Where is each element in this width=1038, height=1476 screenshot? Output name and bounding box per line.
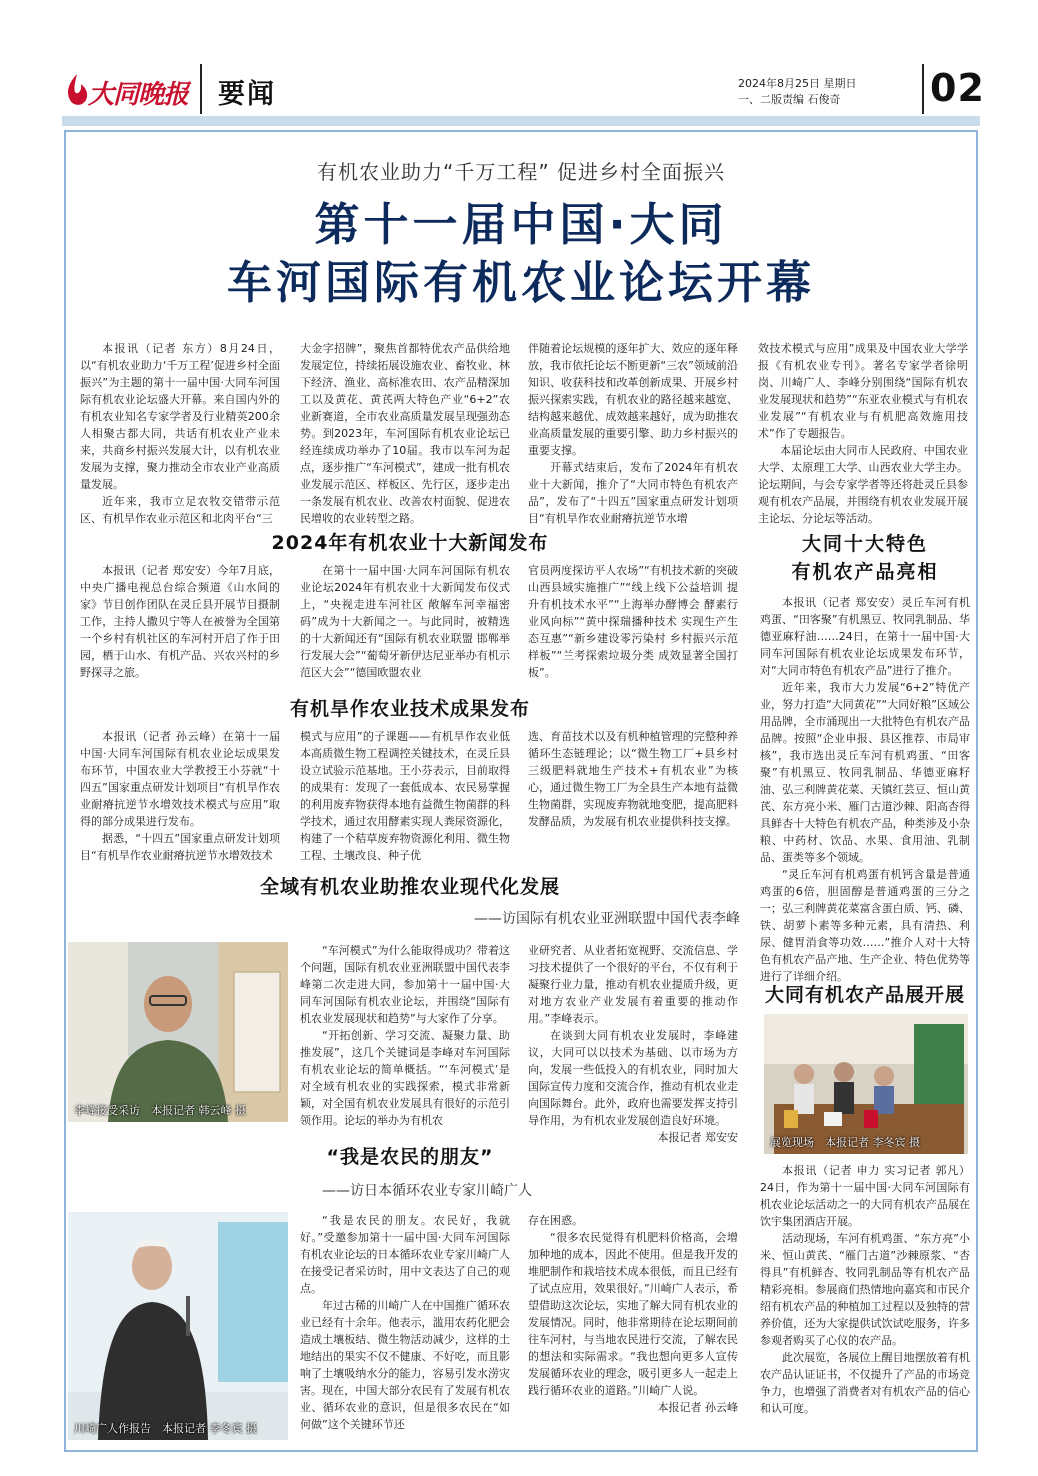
dryland-column-2 [300, 728, 510, 862]
speaker-photo-illustration [68, 1212, 288, 1440]
news10-column-2 [300, 562, 510, 686]
paragraph: 本届论坛由大同市人民政府、中国农业大学、太原理工大学、山西农业大学主办。论坛期间，与会专家学者等还将赴灵丘县参观有机农产品展，并围绕有机农业发展开展主论坛、分论坛等活动。 [758, 444, 968, 525]
interview1-column-2 [528, 942, 738, 1144]
interview2-subtitle: ——访日本循环农业专家川崎广人 [322, 1183, 532, 1199]
paragraph: “灵丘车河有机鸡蛋有机钙含量是普通鸡蛋的6倍，胆固醇是普通鸡蛋的三分之一；弘三利牌黄花菜富含蛋白质、钙、磷、铁、胡萝卜素等多种元素，具有清热、利尿、健胃消食等功效……”推介人对十大特色有机农产品产地、生产企业、特色优势等进行了详细介绍。 [760, 868, 970, 983]
signoff: 本报记者 孙云峰 [657, 1401, 738, 1414]
paragraph: 开幕式结束后，发布了2024年有机农业十大新闻，推介了“大同市特色有机农产品”，发布了“十四五”国家重点研发计划项目“有机旱作农业耐瘠抗逆节水增 [528, 461, 738, 525]
paragraph: 在谈到大同有机农业发展时，李峰建议，大同可以以技术为基础、以市场为方向，发展一些低投入的有机农业，同时加大国际宣传力度和交流合作，推动有机农业走向国际舞台。此外，政府也需要发挥支持引导作用，为有机农业发展创造良好环境。 [528, 1029, 738, 1127]
page-editors: 一、二版责编 石俊奇 [738, 93, 841, 106]
lead-headline [64, 196, 978, 312]
news10-column-3 [528, 562, 738, 686]
news10-column-1 [80, 562, 280, 686]
photo-caption: 李峰接受采访 本报记者 韩云峰 摄 [74, 1104, 246, 1117]
paragraph: 此次展览，各展位上醒目地摆放着有机农产品认证证书，不仅提升了产品的市场竞争力，也增强了消费者对有机农产品的信心和认可度。 [760, 1351, 970, 1415]
signoff: 本报记者 郑安安 [657, 1131, 738, 1144]
newspaper-logo [62, 68, 194, 114]
interview1-subtitle: ——访国际有机农业亚洲联盟中国代表李峰 [474, 911, 740, 927]
issue-date: 2024年8月25日 星期日 [738, 77, 857, 90]
expo-title: 大同有机农产品展开展 [764, 984, 965, 1006]
lead-headline-line2: 车河国际有机农业论坛开幕 [226, 256, 815, 309]
dryland-column-3 [528, 728, 738, 850]
paragraph: 伴随着论坛规模的逐年扩大、效应的逐年释放，我市依托论坛不断更新“三农”领域前沿知识、收获科技和改革创新成果、开展乡村振兴探索实践，有机农业的路径越来越宽、结构越来越优、成效越来越好，成为助推农业高质量发展的重要引擎、助力乡村振兴的重要支撑。 [528, 342, 738, 457]
lead-column-4 [758, 340, 968, 525]
expo-photo [764, 1014, 968, 1154]
interview2-column-2 [528, 1212, 738, 1440]
interview1-title: 全域有机农业助推农业现代化发展 [259, 876, 560, 898]
paragraph: 近年来，我市立足农牧交错带示范区、有机旱作农业示范区和北肉平台“三 [80, 495, 280, 525]
dateline [738, 76, 857, 108]
paragraph: 年过古稀的川崎广人在中国推广循环农业已经有十余年。他表示，滥用农药化肥会造成土壤板结、微生物活动减少，这样的土地结出的果实不仅不健康、不好吃，而且影响了土壤吸纳水分的能力，容易引发水涝灾害。现在，中国大部分农民有了发展有机农业、循环农业的意识，但是很多农民在“如何做”这个关键环节还 [300, 1299, 510, 1431]
logo-text: 大同晚报 [88, 80, 189, 110]
news10-title: 2024年有机农业十大新闻发布 [271, 532, 549, 554]
lead-kicker: 有机农业助力“千万工程” 促进乡村全面振兴 [316, 160, 726, 184]
interview2-column-1 [300, 1212, 510, 1440]
masthead-divider-right [922, 64, 924, 114]
page-number: 02 [930, 66, 985, 110]
paragraph: 效技术模式与应用”成果及中国农业大学学报《有机农业专刊》。著名专家学者徐明岗、川崎广人、李峰分别围绕“国际有机农业发展现状和趋势”“东亚农业模式与有机农业发展”“有机农业与有机肥高效施用技术”作了专题报告。 [758, 342, 968, 440]
lead-column-2 [300, 340, 510, 525]
photo-caption: 展览现场 本报记者 李冬宾 摄 [770, 1136, 920, 1149]
paragraph: “车河模式”为什么能取得成功？带着这个问题，国际有机农业亚洲联盟中国代表李峰第二次走进大同，参加第十一届中国·大同车河国际有机农业论坛，并围绕“国际有机农业发展现状和趋势”与大家作了分享。 [300, 944, 510, 1025]
products-body [760, 594, 970, 983]
products-title-line2: 有机农产品亮相 [791, 561, 939, 583]
interview2-title: “我是农民的朋友” [326, 1146, 494, 1168]
photo-caption: 川崎广人作报告 本报记者 李冬宾 摄 [74, 1422, 257, 1435]
paragraph: 本报讯（记者 郑安安）今年7月底，中央广播电视总台综合频道《山水间的家》节目创作团队在灵丘县开展节目摄制工作，主持人撒贝宁等人在被誉为全国第一个乡村有机社区的车河村开启了作于田园，栖于山水、有机产品、兴农兴村的乡野探寻之旅。 [80, 564, 280, 679]
products-title-line1: 大同十大特色 [801, 533, 928, 555]
paragraph: 存在困惑。 [528, 1214, 583, 1227]
interview1-column-1 [300, 942, 510, 1127]
paragraph: 业研究者、从业者拓宽视野、交流信息、学习技术提供了一个很好的平台，不仅有利于凝聚行业力量，推动有机农业提质升级，更对地方农业产业发展有着重要的推动作用。”李峰表示。 [528, 944, 738, 1025]
expo-photo-illustration [764, 1014, 968, 1154]
paragraph: 近年来，我市大力发展“6+2”特优产业，努力打造“大同黄花”“大同好粮”区域公用品牌，全市涌现出一大批特色有机农产品品牌。按照“企业申报、县区推荐、市局审核”，我市选出灵丘车河有机鸡蛋、“田客聚”有机黑豆、牧同乳制品、华德亚麻籽油、弘三利牌黄花菜、天镇红芸豆、恒山黄芪、东方亮小米、雁门古道沙棘、阳高杏得具鲜杏十大特色有机农产品，种类涉及小杂粮、中药材、饮品、水果、食用油、乳制品、蛋类等多个领域。 [760, 681, 970, 864]
paragraph: 模式与应用”的子课题——有机旱作农业低本高质微生物工程调控关键技术，在灵丘县设立试验示范基地。王小芬表示，目前取得的成果有：发现了一套低成本、农民易掌握的利用废弃物获得本地有益微生物菌群的科学技术，通过农用酵素实现人粪尿资源化，构建了一个秸草废弃物资源化利用、微生物工程、土壤改良、种子优 [300, 730, 510, 862]
paragraph: 活动现场，车河有机鸡蛋、“东方亮”小米、恒山黄芪、“雁门古道”沙棘原浆、“杏得具”有机鲜杏、牧同乳制品等有机农产品精彩亮相。参展商们热情地向嘉宾和市民介绍有机农产品的种植加工过程以及独特的营养价值，还为大家提供试饮试吃服务，许多参观者购买了心仪的农产品。 [760, 1232, 970, 1347]
expo-body [760, 1162, 970, 1444]
portrait-photo-illustration [68, 942, 288, 1122]
lead-column-3 [528, 340, 738, 525]
lead-column-1 [80, 340, 280, 525]
header-color-bar [62, 116, 980, 126]
dryland-title: 有机旱作农业技术成果发布 [289, 698, 530, 720]
paragraph: 本报讯（记者 郑安安）灵丘车河有机鸡蛋、“田客聚”有机黑豆、牧同乳制品、华德亚麻籽油……24日，在第十一届中国·大同车河国际有机农业论坛成果发布环节，对“大同市特色有机农产品”进行了推介。 [760, 596, 970, 677]
paragraph: 官员两度探访平人农场”“有机技术新的突破 山西县域实施推广”“线上线下公益培训 提升有机技术水平”“上海举办酵博会 酵素行业风向标”“黄中探瑞播种技术 实现生产生态互惠”“新乡建设零污染村 乡村振兴示范样板”“兰考探索垃圾分类 成效显著全国打板”。 [528, 564, 738, 679]
products-title [760, 530, 970, 586]
paragraph: “我是农民的朋友。农民好，我就好。”受邀参加第十一届中国·大同车河国际有机农业论坛的日本循环农业专家川崎广人在接受记者采访时，用中文表达了自己的观点。 [300, 1214, 510, 1295]
paragraph: 据悉，“十四五”国家重点研发计划项目“有机旱作农业耐瘠抗逆节水增效技术 [80, 832, 280, 862]
paragraph: 选、育苗技术以及有机种植管理的完整种养循环生态链理论；以“微生物工厂+县乡村三级肥料就地生产技术+有机农业”为核心，通过微生物工厂为全县生产本地有益微生物菌群，实现废弃物就地变肥，提高肥料发酵品质，为发展有机农业提供科技支撑。 [528, 730, 738, 828]
paragraph: “开拓创新、学习交流、凝聚力量、助推发展”，这几个关键词是李峰对车河国际有机农业论坛的简单概括。“‘车河模式’是对全域有机农业的实践探索，模式非常新颖，对全国有机农业发展具有很好的示范引领作用。论坛的举办为有机农 [300, 1029, 510, 1127]
section-name: 要闻 [218, 79, 276, 110]
paragraph: 本报讯（记者 孙云峰）在第十一届中国·大同车河国际有机农业论坛成果发布环节，中国农业大学教授王小芬就“十四五”国家重点研发计划项目“有机旱作农业耐瘠抗逆节水增效技术模式与应用”取得的部分成果进行发布。 [80, 730, 280, 828]
paragraph: 在第十一届中国·大同车河国际有机农业论坛2024年有机农业十大新闻发布仪式上，“央视走进车河社区 敞解车河幸福密码”成为十大新闻之一。与此同时，被精选的十大新闻还有“国际有机农业联盟 邯郸举行发展大会”“葡萄牙新伊达尼亚举办有机示范区大会”“德国欧盟农业 [300, 564, 510, 679]
interview2-photo [68, 1212, 288, 1440]
dryland-column-1 [80, 728, 280, 862]
paragraph: 大金字招牌”，聚焦首都特优农产品供给地发展定位，持续拓展设施农业、畜牧业、林下经济、渔业、高标准农田、农产品精深加工以及黄花、黄芪两大特色产业“6+2”农业新赛道，全市农业高质量发展呈现强劲态势。到2023年，车河国际有机农业论坛已经连续成功举办了10届。我市以车河为起点，逐步推广“车河模式”，建成一批有机农业发展示范区、样板区、先行区，逐步走出一条发展有机农业、改善农村面貌、促进农民增收的农业转型之路。 [300, 342, 510, 525]
interview1-photo [68, 942, 288, 1122]
masthead-divider [200, 64, 202, 114]
paragraph: “很多农民觉得有机肥料价格高，会增加种地的成本，因此不使用。但是我开发的堆肥制作和栽培技术成本很低，而且已经有了试点应用，效果很好。”川崎广人表示，希望借助这次论坛，实地了解大同有机农业的发展情况。同时，他非常期待在论坛期间前往车河村，与当地农民进行交流，了解农民的想法和实际需求。“我也想向更多人宣传发展循环农业的理念，吸引更多人一起走上践行循环农业的道路。”川崎广人说。 [528, 1231, 738, 1397]
paragraph: 本报讯（记者 申力 实习记者 郭凡）24日，作为第十一届中国·大同车河国际有机农业论坛活动之一的大同有机农产品展在饮宇集团酒店开展。 [760, 1164, 970, 1228]
paragraph: 本报讯（记者 东方）8月24日，以“有机农业助力‘千万工程’促进乡村全面振兴”为主题的第十一届中国·大同车河国际有机农业论坛盛大开幕。来自国内外的有机农业知名专家学者及行业精英200余人相聚古都大同，共话有机农业产业未来，共商乡村振兴发展大计，以有机农业发展为支撑，聚力推动全市农业产业高质量发展。 [80, 342, 280, 491]
lead-headline-line1: 第十一届中国·大同 [314, 198, 728, 251]
